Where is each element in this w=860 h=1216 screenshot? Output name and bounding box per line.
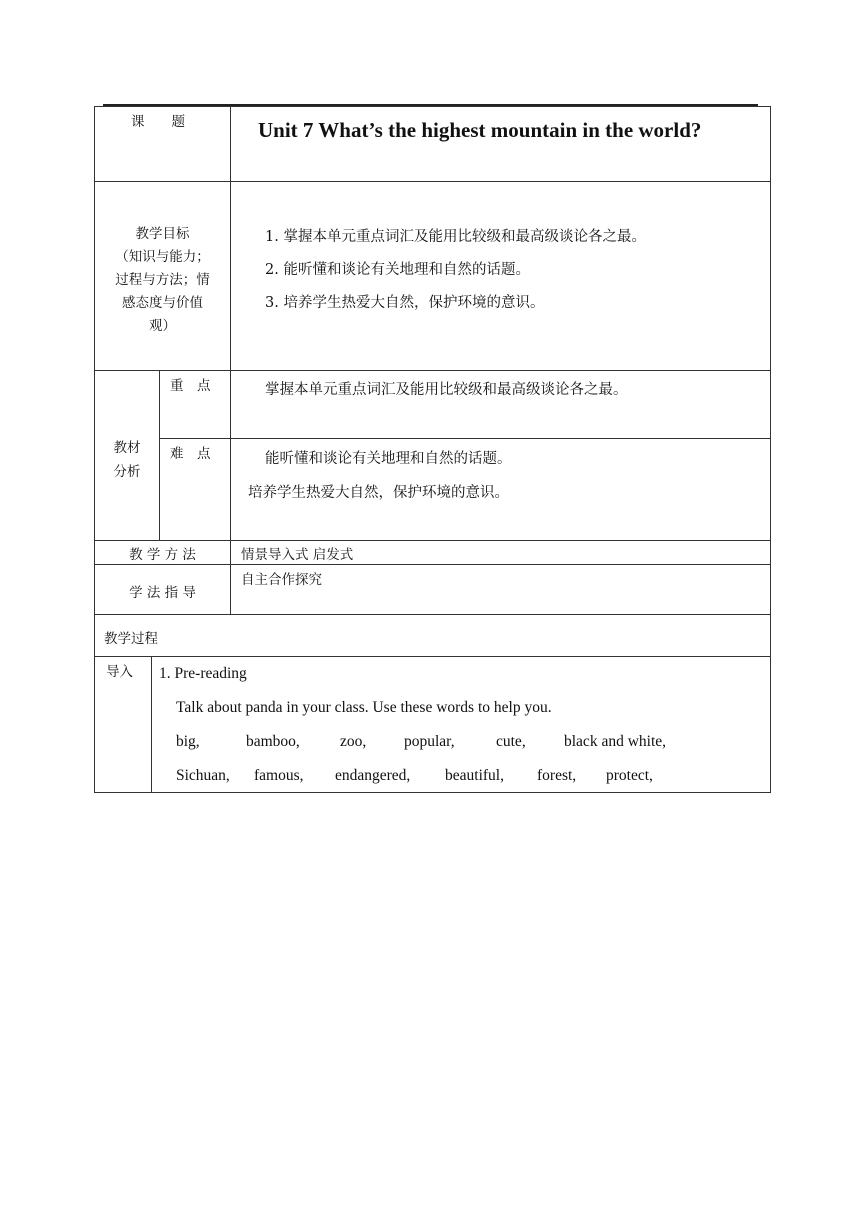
vocab-word: zoo, — [340, 733, 367, 750]
method-label: 教 学 方 法 — [129, 547, 196, 563]
guidance-value: 自主合作探究 — [241, 572, 322, 588]
instruction-text: Talk about panda in your class. Use these words to help you. — [176, 699, 552, 716]
vocab-word: bamboo, — [246, 733, 300, 750]
difficulty-line-2: 培养学生热爱大自然，保护环境的意识。 — [248, 485, 509, 501]
objectives-label-1: 教学目标 — [135, 226, 190, 242]
vocab-word: beautiful, — [445, 767, 504, 784]
analysis-label-2: 分析 — [113, 464, 141, 480]
vocab-word: Sichuan, — [176, 767, 230, 784]
objectives-label-4: 感态度与价值 — [122, 295, 203, 311]
vocab-word: famous, — [254, 767, 304, 784]
objectives-label-3: 过程与方法；情 — [115, 272, 210, 288]
guidance-label: 学 法 指 导 — [129, 585, 196, 601]
difficulty-label: 难 点 — [170, 446, 211, 462]
lesson-title: Unit 7 What’s the highest mountain in the world? — [258, 118, 702, 142]
process-label-cell — [94, 614, 771, 657]
vocab-word: black and white, — [564, 733, 667, 750]
vocab-word: protect, — [606, 767, 653, 784]
vocab-word: popular, — [404, 733, 455, 750]
vocab-word: endangered, — [335, 767, 411, 784]
objective-item-2: 2. 能听懂和谈论有关地理和自然的话题。 — [265, 262, 530, 278]
vocab-word: cute, — [496, 733, 526, 750]
analysis-label-1: 教材 — [113, 440, 141, 456]
difficulty-line-1: 能听懂和谈论有关地理和自然的话题。 — [265, 451, 512, 467]
topic-label: 课 题 — [131, 114, 185, 130]
process-label: 教学过程 — [104, 631, 158, 647]
key-label: 重 点 — [170, 378, 211, 394]
objectives-label-5: 观） — [149, 318, 176, 334]
intro-label: 导入 — [106, 664, 133, 680]
objective-item-1: 1. 掌握本单元重点词汇及能用比较级和最高级谈论各之最。 — [265, 229, 646, 245]
vocab-word: forest, — [537, 767, 577, 784]
step-title: 1. Pre-reading — [159, 665, 247, 682]
objective-item-3: 3. 培养学生热爱大自然，保护环境的意识。 — [265, 295, 545, 311]
method-value: 情景导入式 启发式 — [241, 547, 354, 563]
objectives-label-2: （知识与能力； — [115, 249, 210, 265]
key-text: 掌握本单元重点词汇及能用比较级和最高级谈论各之最。 — [265, 382, 628, 398]
vocab-word: big, — [176, 733, 200, 750]
